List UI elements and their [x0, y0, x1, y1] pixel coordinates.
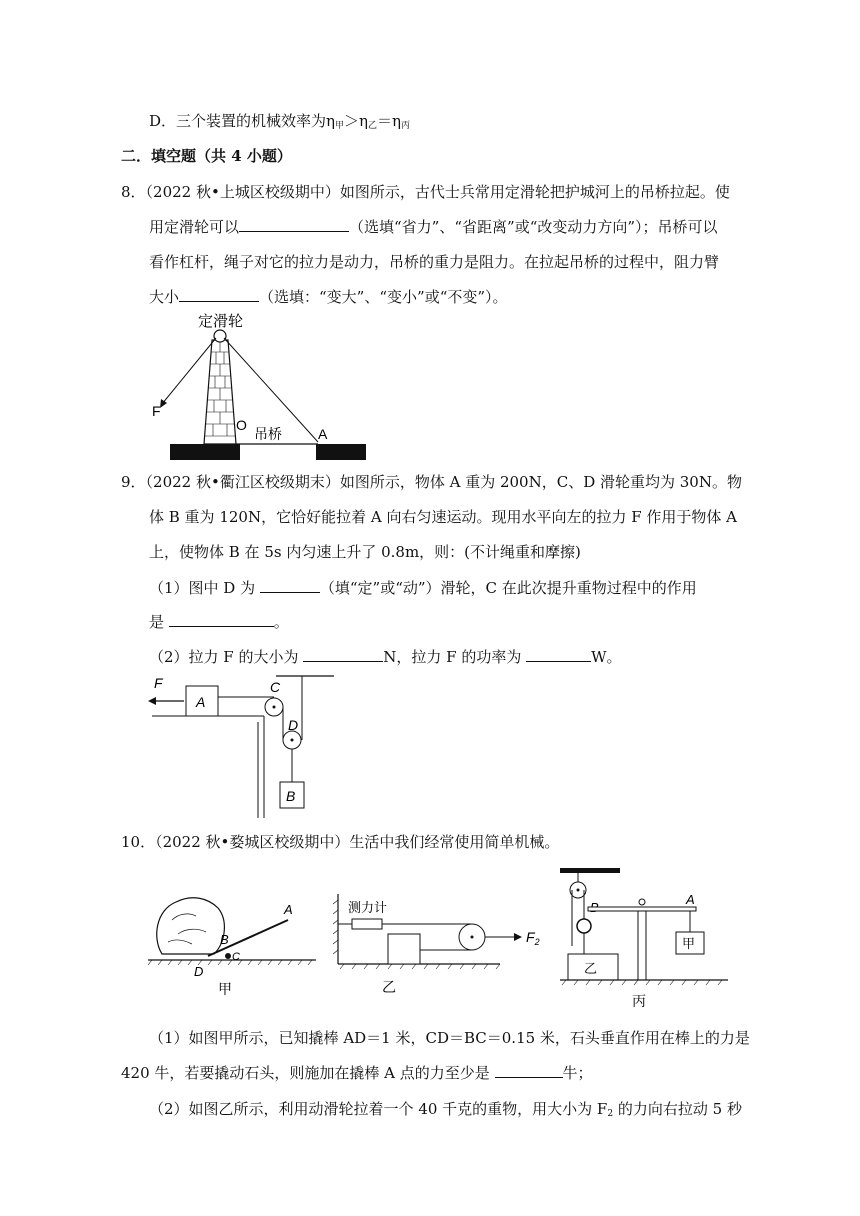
- o-label: O: [236, 417, 247, 433]
- yi-label: 乙: [584, 961, 598, 976]
- q8-line1: 8．（2022 秋•上城区校级期中）如图所示，古代士兵常用定滑轮把护城河上的吊桥拉起。使: [121, 183, 730, 201]
- rock: [157, 898, 225, 954]
- q8-line2: 用定滑轮可以 （选填“省力”、“省距离”或“改变动力方向”）；吊桥可以: [149, 218, 718, 236]
- spring-scale: [352, 919, 382, 929]
- q10-line1: 10．（2022 秋•婺城区校级期中）生活中我们经常使用简单机械。: [121, 833, 560, 851]
- q10-sub1-line1: （1）如图甲所示，已知撬棒 AD＝1 米，CD＝BC＝0.15 米，石头垂直作用在棒上的力是: [149, 1029, 750, 1047]
- a-label: A: [196, 694, 206, 710]
- bridge-label: 吊桥: [254, 426, 282, 442]
- q8-blank-2[interactable]: [179, 287, 259, 302]
- q9-line2: 体 B 重为 120N，它恰好能拉着 A 向右匀速运动。现用水平向左的拉力 F 作用于物体 A: [149, 508, 737, 526]
- q9-pulley-figure: [140, 670, 370, 820]
- q10-sub1-line2: 420 牛，若要撬动石头，则施加在撬棒 A 点的力至少是 牛；: [121, 1064, 593, 1082]
- pivot: [639, 899, 645, 905]
- pull-arrow: [514, 933, 522, 941]
- c-label: C: [232, 951, 240, 963]
- f-label: F: [154, 675, 163, 691]
- a-label: A: [318, 426, 328, 442]
- jia-label: 甲: [682, 936, 696, 951]
- a-label: A: [686, 892, 695, 907]
- lever: [588, 907, 696, 911]
- q8-drawbridge-figure: [140, 308, 380, 468]
- option-d: D．三个装置的机械效率为$\eta_甲>\eta_乙=\eta_丙$: [149, 112, 411, 131]
- ground-right: [316, 444, 366, 460]
- q9-line6: （2）拉力 F 的大小为 N，拉力 F 的功率为 W。: [149, 648, 622, 666]
- d-label: D: [288, 717, 299, 733]
- section-title: 二．填空题（共 4 小题）: [121, 147, 292, 165]
- heavy-block: [388, 934, 420, 964]
- q9-line5: 是 。: [149, 613, 289, 631]
- b-label: B: [220, 932, 229, 947]
- q9-blank-1[interactable]: [260, 578, 320, 593]
- fulcrum: [225, 953, 231, 959]
- arrow-f: [160, 399, 167, 408]
- meter-label: 测力计: [348, 900, 388, 915]
- q10-blank-1[interactable]: [495, 1063, 563, 1078]
- caption-jia: 甲: [218, 981, 232, 997]
- q8-line4: 大小 （选填：“变大”、“变小”或“不变”）。: [149, 288, 508, 306]
- q8-blank-1[interactable]: [239, 217, 349, 232]
- moving-pulley: [577, 919, 591, 933]
- b-label: B: [286, 788, 296, 804]
- q9-blank-4[interactable]: [526, 647, 591, 662]
- force-arrow: [148, 697, 156, 705]
- fixed-pulley: [214, 330, 226, 342]
- q10-sub2-line1: （2）如图乙所示，利用动滑轮拉着一个 40 千克的重物，用大小为 $F_2$ 的力向右拉动 5 秒: [149, 1100, 742, 1119]
- f2-label: $F_2$: [526, 929, 540, 947]
- q9-line3: 上，使物体 B 在 5s 内匀速上升了 0.8m，则：(不计绳重和摩擦): [149, 543, 581, 561]
- q9-line1: 9．（2022 秋•衢江区校级期末）如图所示，物体 A 重为 200N，C、D 滑轮重均为 30N。物: [121, 473, 742, 491]
- d-label: D: [194, 964, 204, 979]
- q8-line3: 看作杠杆，绳子对它的拉力是动力，吊桥的重力是阻力。在拉起吊桥的过程中，阻力臂: [149, 253, 720, 271]
- f-label: F: [152, 403, 161, 419]
- ceiling: [560, 868, 620, 873]
- q10-figure-jia: [148, 880, 318, 1000]
- q9-blank-3[interactable]: [303, 647, 383, 662]
- caption-yi: 乙: [382, 979, 396, 995]
- a-label: A: [284, 902, 293, 917]
- caption-bing: 丙: [632, 993, 646, 1009]
- c-label: C: [270, 679, 281, 695]
- ground-left: [170, 444, 240, 460]
- q10-figure-bing: [560, 868, 730, 1010]
- q10-figure-yi: [330, 890, 550, 1000]
- pulley-label: 定滑轮: [198, 313, 244, 330]
- q9-blank-2[interactable]: [169, 612, 274, 627]
- q9-line4: （1）图中 D 为 （填“定”或“动”）滑轮，C 在此次提升重物过程中的作用: [149, 579, 697, 597]
